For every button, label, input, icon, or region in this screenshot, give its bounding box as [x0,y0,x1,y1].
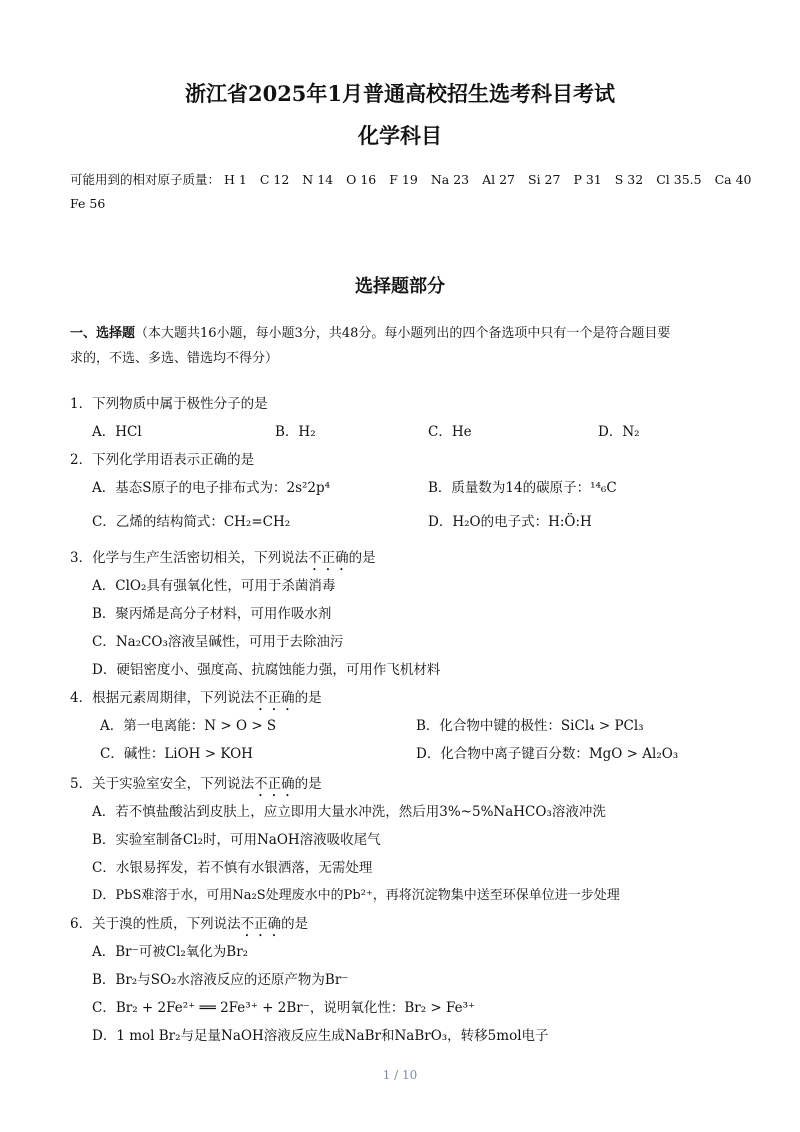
page-indicator: 1 / 10 [382,1068,418,1082]
option: C．碱性：LiOH > KOH [100,746,253,762]
mass-item: Cl 35.5 [656,172,702,187]
option: D．H₂O的电子式：H:Ö:H [428,514,592,530]
option: A．基态S原子的电子排布式为：2s²2p⁴ [92,480,331,496]
mass-item: Al 27 [482,172,516,187]
option: D．硬铝密度小、强度高、抗腐蚀能力强，可用作飞机材料 [92,662,441,678]
mass-item: Ca 40 [714,172,752,187]
option: C．Na₂CO₃溶液呈碱性，可用于去除油污 [92,634,344,650]
option: B．Br₂与SO₂水溶液反应的还原产物为Br⁻ [92,972,349,988]
option: D．N₂ [598,424,640,440]
question-stem: 1．下列物质中属于极性分子的是 [70,396,268,412]
section-instructions-line2: 求的，不选、多选、错选均不得分） [70,351,279,366]
section-title: 选择题部分 [355,276,445,297]
mass-item: N 14 [302,172,334,187]
mass-item: Si 27 [528,172,561,187]
option: B．H₂ [275,424,316,440]
option: A．第一电离能：N > O > S [100,718,277,734]
question-stem: 2．下列化学用语表示正确的是 [70,452,255,468]
mass-item: P 31 [573,172,602,187]
mass-item: Na 23 [430,172,470,187]
option: A．ClO₂具有强氧化性，可用于杀菌消毒 [92,578,336,594]
option: B．聚丙烯是高分子材料，可用作吸水剂 [92,606,332,622]
option: D．化合物中离子键百分数：MgO > Al₂O₃ [416,746,679,762]
question-stem: 4．根据元素周期律，下列说法不正确的是 [70,690,322,706]
mass-item: C 12 [259,172,290,187]
question-stem: 6．关于溴的性质，下列说法不正确的是 [70,916,309,932]
atomic-masses [70,170,765,188]
instructions-heading: 一、选择题 [70,326,136,341]
option: C．乙烯的结构简式：CH₂=CH₂ [92,514,291,530]
option: A．HCl [92,424,142,440]
option: C．Br₂ + 2Fe²⁺ ══ 2Fe³⁺ + 2Br⁻，说明氧化性：Br₂ > Fe³⁺ [92,1000,476,1016]
instructions-text: （本大题共16小题，每小题3分，共48分。每小题列出的四个备选项中只有一个是符合题目要 [135,326,671,341]
option: B．质量数为14的碳原子：¹⁴₆C [428,480,617,496]
subject-title: 化学科目 [358,123,442,148]
mass-item: F 19 [389,172,418,187]
option: A．若不慎盐酸沾到皮肤上，应立即用大量水冲洗，然后用3%~5%NaHCO₃溶液冲洗 [92,804,606,820]
option: C．He [428,424,472,440]
mass-item: S 32 [614,172,644,187]
option: B．实验室制备Cl₂时，可用NaOH溶液吸收尾气 [92,832,381,848]
option: A．Br⁻可被Cl₂氧化为Br₂ [92,944,249,960]
question-stem: 3．化学与生产生活密切相关，下列说法不正确的是 [70,550,376,566]
mass-item: H 1 [224,172,247,187]
masses-label: 可能用到的相对原子质量： [70,172,221,187]
section-instructions [70,322,670,341]
question-stem: 5．关于实验室安全，下列说法不正确的是 [70,776,322,792]
option: B．化合物中键的极性：SiCl₄ > PCl₃ [416,718,644,734]
atomic-masses-line2: Fe 56 [70,196,106,211]
option: C．水银易挥发，若不慎有水银洒落，无需处理 [92,860,373,876]
option: D．PbS难溶于水，可用Na₂S处理废水中的Pb²⁺，再将沉淀物集中送至环保单位进一步处理 [92,888,620,903]
mass-item: O 16 [346,172,377,187]
exam-title: 浙江省2025年1月普通高校招生选考科目考试 [184,81,616,106]
option: D．1 mol Br₂与足量NaOH溶液反应生成NaBr和NaBrO₃，转移5mol电子 [92,1028,549,1044]
